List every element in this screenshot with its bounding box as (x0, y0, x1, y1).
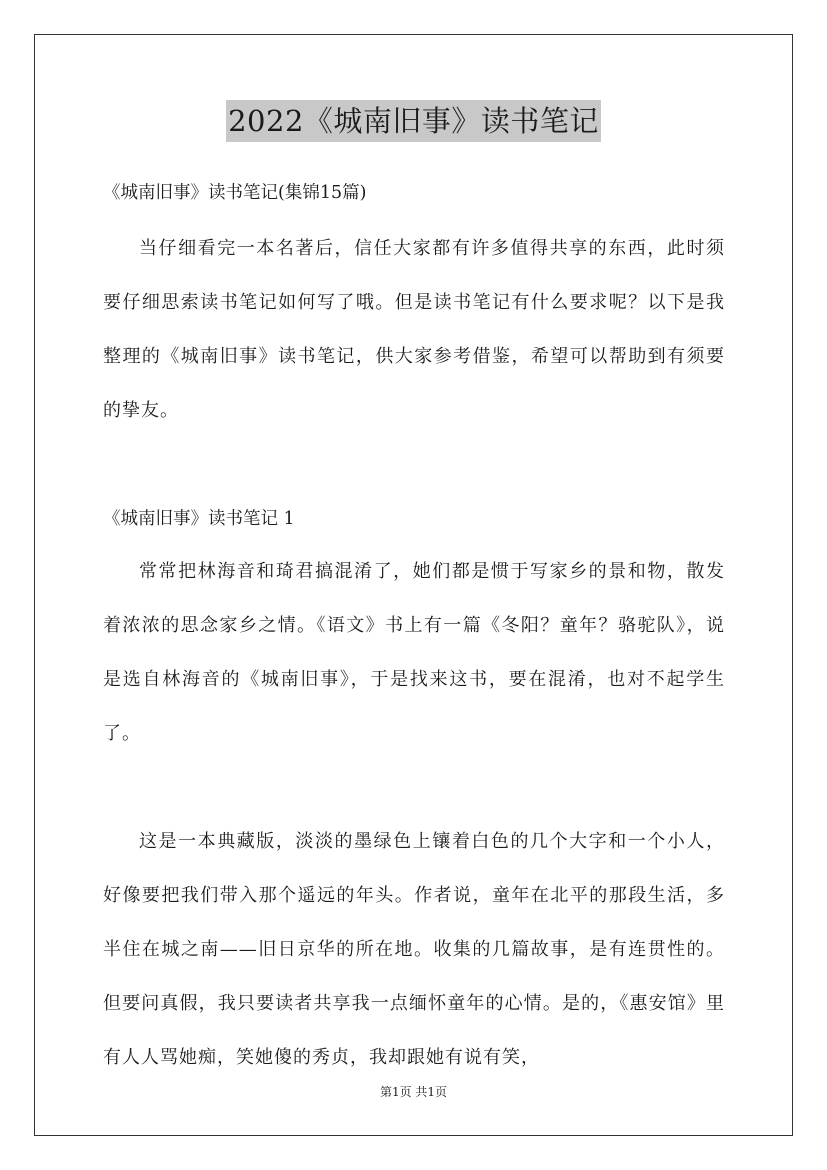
section-heading: 《城南旧事》读书笔记 1 (103, 509, 295, 529)
body-paragraph-2: 这是一本典藏版，淡淡的墨绿色上镶着白色的几个大字和一个小人，好像要把我们带入那个遥远的年头。作者说，童年在北平的那段生活，多半住在城之南——旧日京华的所在地。收集的几篇故事，是有连贯性的。但要问真假，我只要读者共享我一点缅怀童年的心情。是的，《惠安馆》里有人人骂她痴，笑她傻的秀贞，我却跟她有说有笑， (103, 831, 725, 1068)
document-title: 2022《城南旧事》读书笔记 (226, 100, 601, 142)
intro-paragraph: 当仔细看完一本名著后，信任大家都有许多值得共享的东西，此时须要仔细思索读书笔记如何写了哦。但是读书笔记有什么要求呢？以下是我整理的《城南旧事》读书笔记，供大家参考借鉴，希望可以帮助到有须要的挚友。 (103, 238, 725, 421)
page-footer: 第1页 共1页 (379, 1085, 448, 1099)
title-container (0, 100, 827, 142)
body-paragraph-1: 常常把林海音和琦君搞混淆了，她们都是惯于写家乡的景和物，散发着浓浓的思念家乡之情。《语文》书上有一篇《冬阳？童年？骆驼队》，说是选自林海音的《城南旧事》，于是找来这书，要在混淆，也对不起学生了。 (103, 561, 725, 744)
document-subtitle: 《城南旧事》读书笔记(集锦15篇) (103, 183, 367, 203)
